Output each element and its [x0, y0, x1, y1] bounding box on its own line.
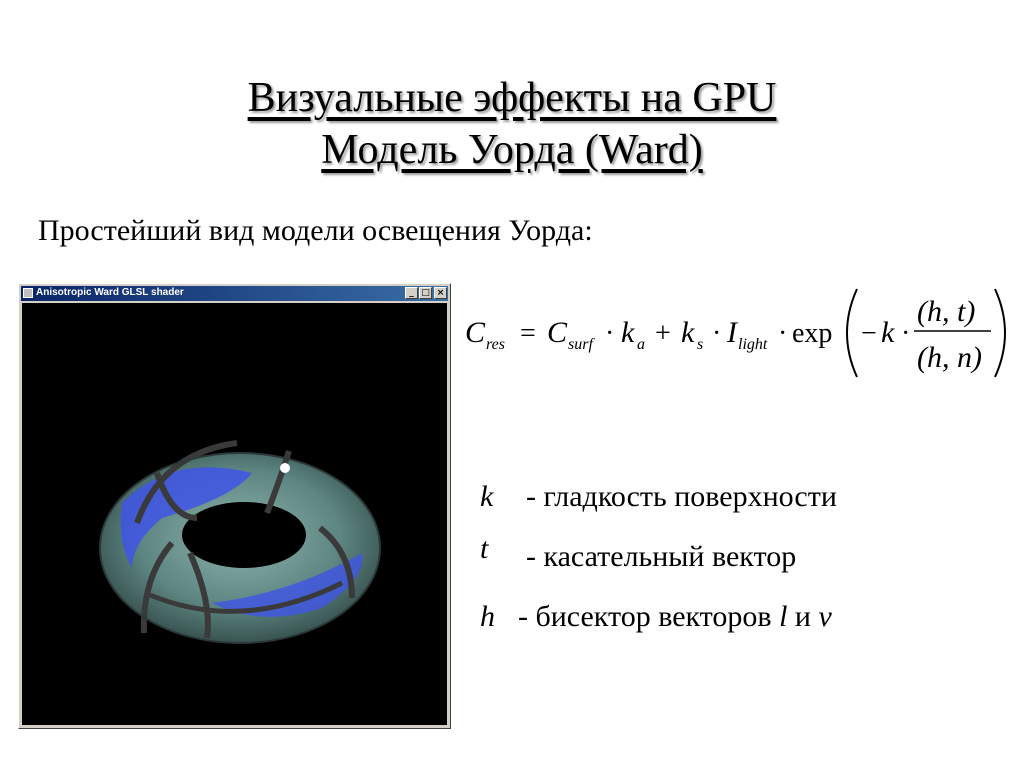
ward-formula — [465, 285, 1010, 385]
formula-paren-right — [995, 289, 1005, 377]
shader-window[interactable] — [18, 283, 451, 729]
formula-k: k — [881, 316, 895, 349]
formula-C-res: C — [465, 316, 486, 349]
formula-dot: · — [901, 318, 911, 349]
torus-render — [22, 303, 447, 725]
window-title: Anisotropic Ward GLSL shader — [36, 287, 184, 298]
formula-I-light: I — [727, 316, 737, 349]
legend-var-v: v — [818, 600, 832, 633]
formula-plus: + — [655, 318, 671, 349]
formula-sub-surf: surf — [568, 336, 593, 353]
formula-k-s: k — [681, 316, 695, 349]
legend-symbol: h — [480, 600, 495, 633]
legend-item-t — [480, 532, 797, 574]
legend-item-h — [480, 600, 832, 634]
formula-sub-a: a — [637, 336, 645, 353]
app-icon — [23, 288, 33, 298]
legend-symbol: k — [480, 480, 494, 513]
formula-exp: exp — [792, 318, 833, 349]
formula-sub-light: light — [738, 336, 768, 353]
slide-title — [0, 72, 1024, 176]
title-line-1: Визуальные эффекты на GPU — [247, 75, 777, 121]
legend-text: - гладкость поверхности — [526, 480, 837, 513]
maximize-button[interactable]: □ — [419, 287, 432, 299]
legend-and: и — [787, 600, 819, 633]
formula-minus: − — [861, 318, 877, 349]
formula-dot: · — [605, 318, 615, 349]
formula-eq: = — [520, 318, 536, 349]
formula-denominator: (h, n) — [917, 341, 982, 374]
torus-hole — [182, 502, 306, 568]
formula-dot: · — [778, 318, 788, 349]
formula-sub-s: s — [697, 336, 704, 353]
formula-numerator: (h, t) — [917, 295, 976, 328]
light-source-dot — [280, 463, 290, 473]
legend-text: - бисектор векторов — [518, 600, 780, 633]
formula-paren-left — [847, 289, 857, 377]
legend-symbol: t — [480, 532, 489, 565]
title-line-2: Модель Уорда (Ward) — [321, 127, 703, 173]
close-button[interactable]: × — [434, 287, 447, 299]
formula-sub-res: res — [486, 336, 505, 353]
legend-var-l: l — [779, 600, 788, 633]
formula-dot: · — [712, 318, 722, 349]
window-titlebar[interactable] — [21, 286, 448, 301]
slide-subtitle: Простейший вид модели освещения Уорда: — [38, 214, 593, 247]
legend-text: - касательный вектор — [526, 540, 797, 573]
formula-k-a: k — [621, 316, 635, 349]
minimize-button[interactable]: _ — [405, 287, 418, 299]
legend-item-k — [480, 480, 837, 514]
render-canvas[interactable] — [22, 303, 447, 725]
formula-C-surf: C — [547, 316, 568, 349]
